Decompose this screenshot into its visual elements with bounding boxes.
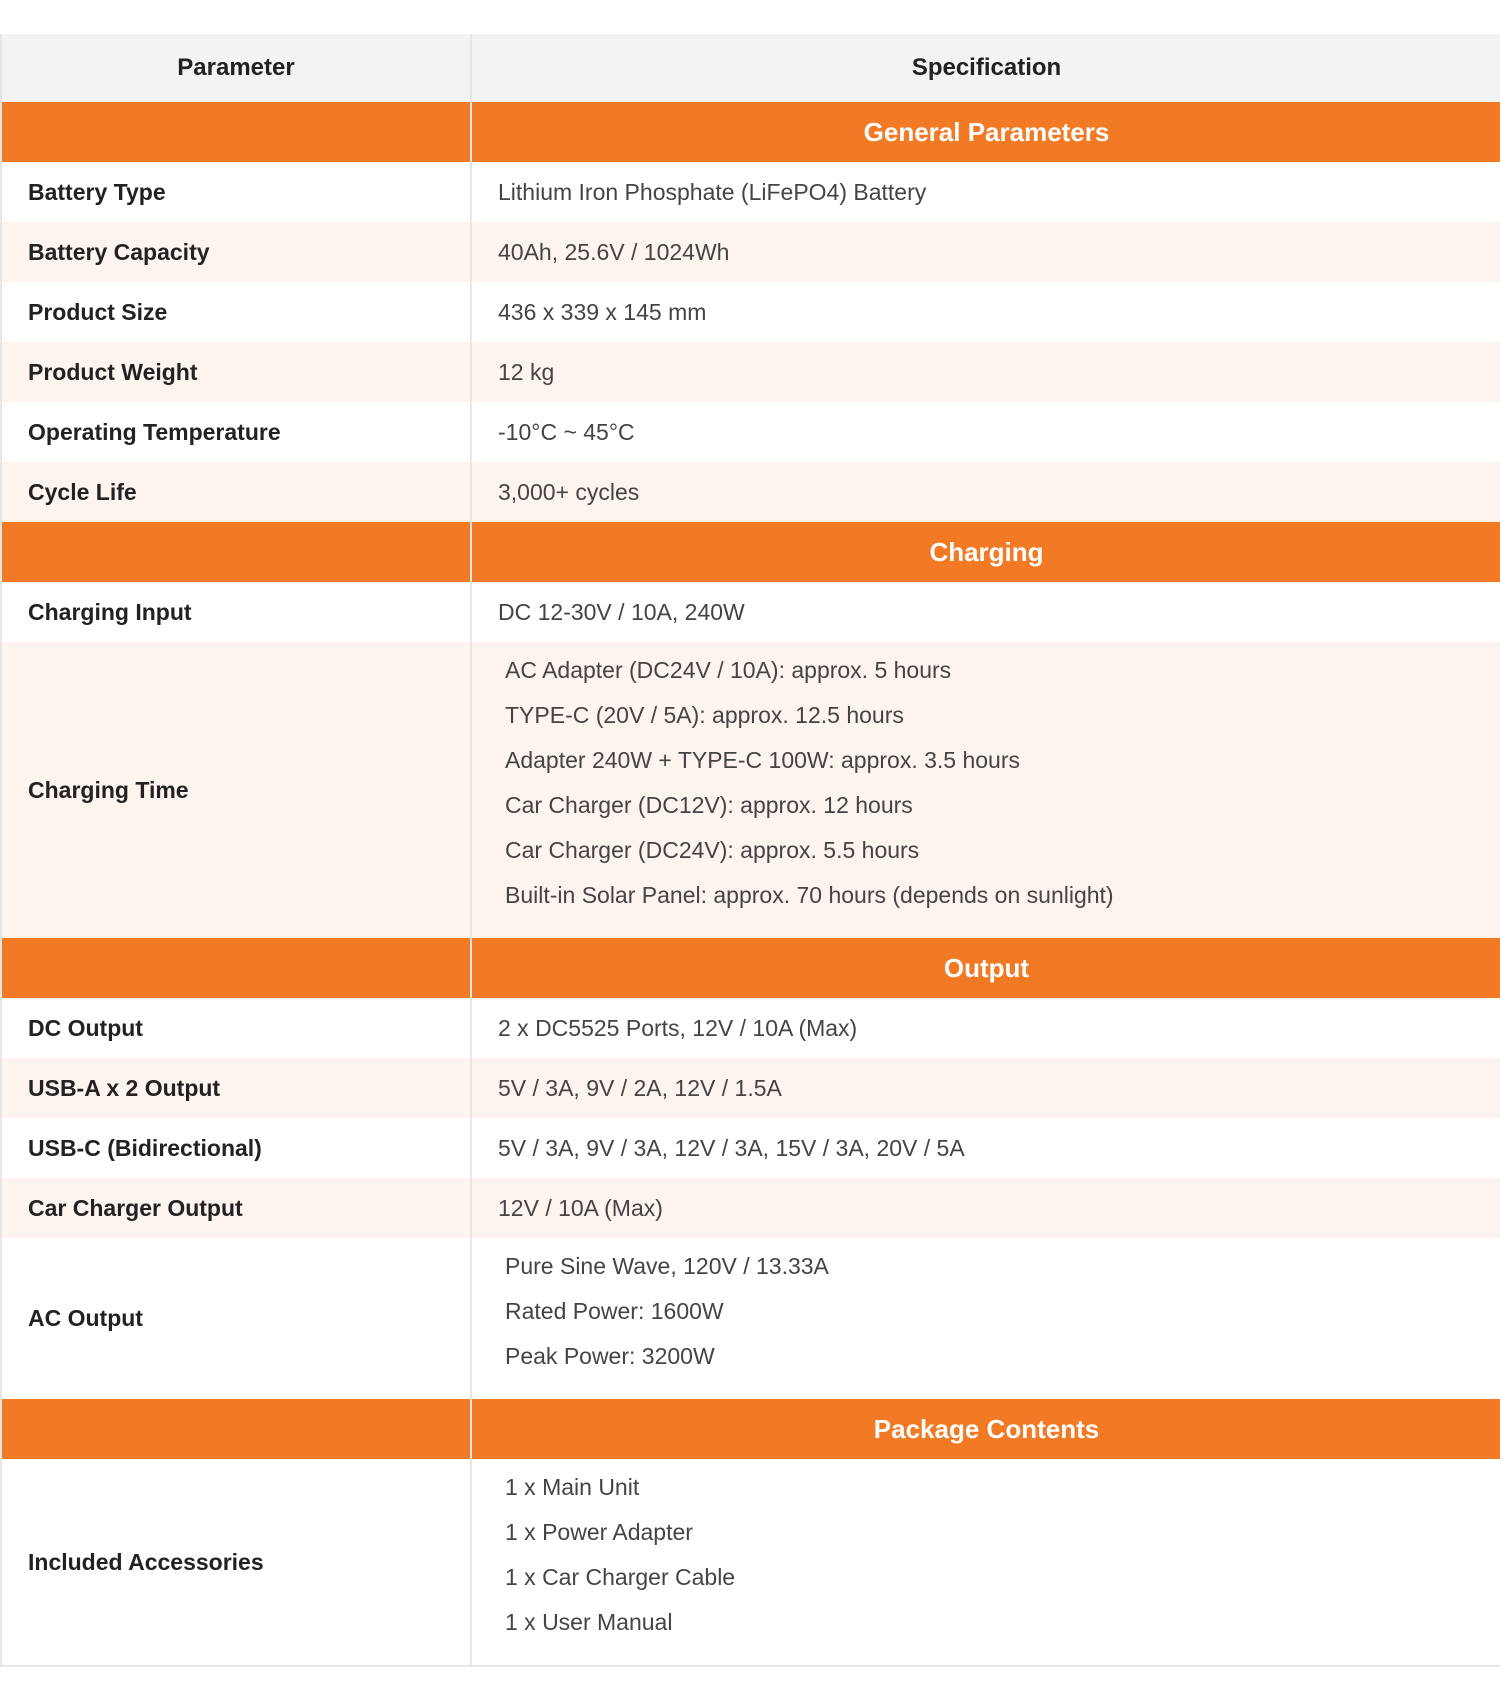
- table-row: [1, 282, 1500, 342]
- spec-cell: 5V / 3A, 9V / 3A, 12V / 3A, 15V / 3A, 20V / 5A: [471, 1118, 1500, 1178]
- spec-line: Built-in Solar Panel: approx. 70 hours (depends on sunlight): [505, 882, 1114, 908]
- param-cell: Included Accessories: [1, 1459, 471, 1666]
- table-row: [1, 1178, 1500, 1238]
- spec-line: Adapter 240W + TYPE-C 100W: approx. 3.5 hours: [505, 747, 1021, 773]
- table-row: [1, 162, 1500, 222]
- spec-line: Car Charger (DC24V): approx. 5.5 hours: [505, 837, 920, 863]
- param-cell: Cycle Life: [1, 462, 471, 522]
- section-row-output: [1, 938, 1500, 998]
- spec-list-cell: [471, 1238, 1500, 1399]
- param-cell: Battery Type: [1, 162, 471, 222]
- table-header-row: [1, 34, 1500, 102]
- table-row: [1, 1459, 1500, 1666]
- spec-line: AC Adapter (DC24V / 10A): approx. 5 hours: [505, 657, 952, 683]
- spec-cell: 2 x DC5525 Ports, 12V / 10A (Max): [471, 998, 1500, 1058]
- section-title: Output: [471, 938, 1500, 998]
- spec-cell: 12V / 10A (Max): [471, 1178, 1500, 1238]
- specification-table: [0, 34, 1500, 1667]
- table-row: [1, 402, 1500, 462]
- section-row-package: [1, 1399, 1500, 1459]
- section-row-charging: [1, 522, 1500, 582]
- table-row: [1, 222, 1500, 282]
- table-row: [1, 642, 1500, 938]
- param-cell: Charging Time: [1, 642, 471, 938]
- spec-line: Peak Power: 3200W: [505, 1343, 715, 1369]
- spec-list-cell: [471, 1459, 1500, 1666]
- table-row: [1, 342, 1500, 402]
- header-specification: Specification: [471, 34, 1500, 102]
- spec-cell: 3,000+ cycles: [471, 462, 1500, 522]
- param-cell: AC Output: [1, 1238, 471, 1399]
- spec-cell: 436 x 339 x 145 mm: [471, 282, 1500, 342]
- spec-line: 1 x User Manual: [505, 1609, 673, 1635]
- table-row: [1, 1238, 1500, 1399]
- spec-cell: Lithium Iron Phosphate (LiFePO4) Battery: [471, 162, 1500, 222]
- table-row: [1, 1118, 1500, 1178]
- section-title: Charging: [471, 522, 1500, 582]
- spec-line: 1 x Power Adapter: [505, 1519, 693, 1545]
- param-cell: Battery Capacity: [1, 222, 471, 282]
- spec-line: TYPE-C (20V / 5A): approx. 12.5 hours: [505, 702, 904, 728]
- param-cell: Charging Input: [1, 582, 471, 642]
- table-row: [1, 582, 1500, 642]
- header-parameter: Parameter: [1, 34, 471, 102]
- spec-line: Rated Power: 1600W: [505, 1298, 724, 1324]
- param-cell: USB-A x 2 Output: [1, 1058, 471, 1118]
- spec-cell: 12 kg: [471, 342, 1500, 402]
- spec-line: Pure Sine Wave, 120V / 13.33A: [505, 1253, 829, 1279]
- spec-cell: 40Ah, 25.6V / 1024Wh: [471, 222, 1500, 282]
- section-title: Package Contents: [471, 1399, 1500, 1459]
- param-cell: USB-C (Bidirectional): [1, 1118, 471, 1178]
- param-cell: Product Weight: [1, 342, 471, 402]
- table-row: [1, 462, 1500, 522]
- spec-cell: 5V / 3A, 9V / 2A, 12V / 1.5A: [471, 1058, 1500, 1118]
- table-row: [1, 998, 1500, 1058]
- section-title: General Parameters: [471, 102, 1500, 162]
- spec-line: Car Charger (DC12V): approx. 12 hours: [505, 792, 913, 818]
- spec-line: 1 x Car Charger Cable: [505, 1564, 736, 1590]
- spec-cell: DC 12-30V / 10A, 240W: [471, 582, 1500, 642]
- param-cell: Product Size: [1, 282, 471, 342]
- param-cell: Car Charger Output: [1, 1178, 471, 1238]
- param-cell: Operating Temperature: [1, 402, 471, 462]
- spec-line: 1 x Main Unit: [505, 1474, 640, 1500]
- table-row: [1, 1058, 1500, 1118]
- section-row-general: [1, 102, 1500, 162]
- param-cell: DC Output: [1, 998, 471, 1058]
- spec-list-cell: [471, 642, 1500, 938]
- spec-cell: -10°C ~ 45°C: [471, 402, 1500, 462]
